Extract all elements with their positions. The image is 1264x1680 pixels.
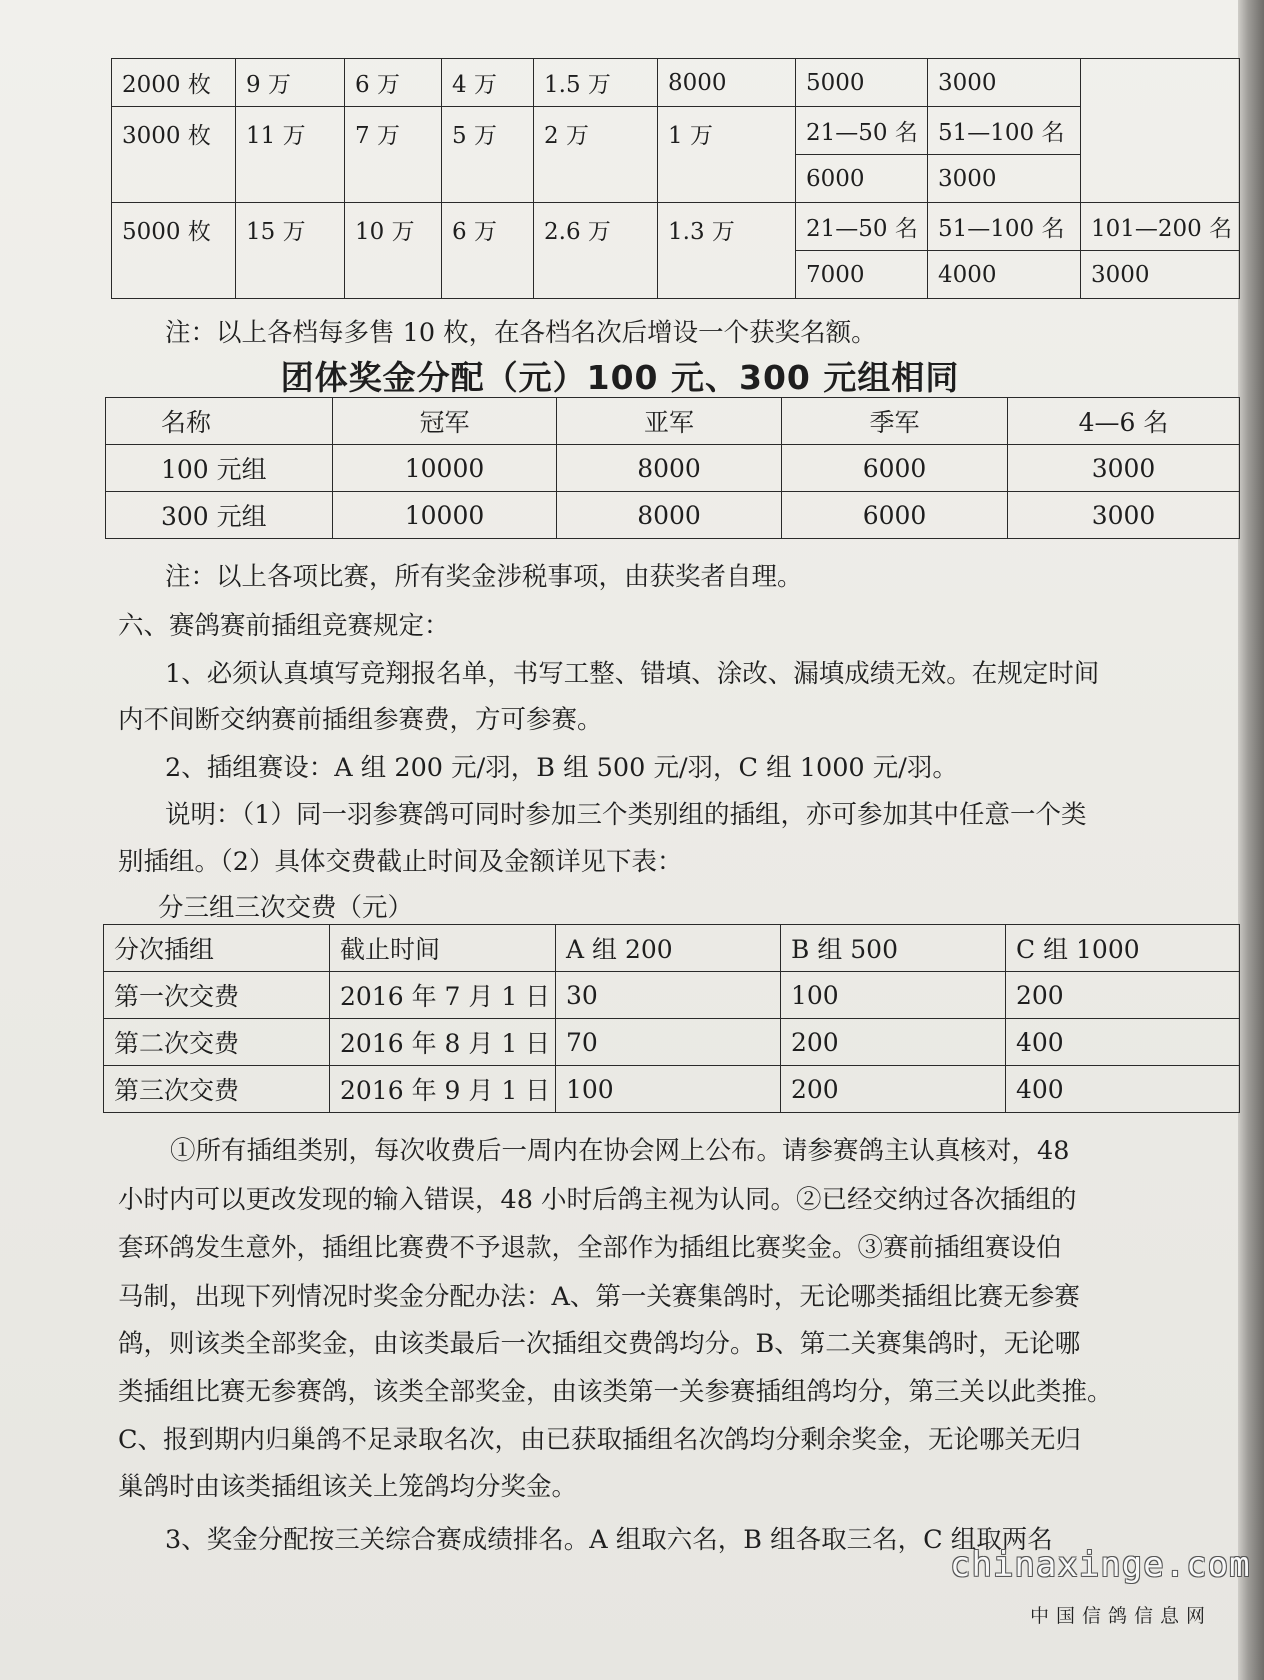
watermark-site: chinaxinge.com xyxy=(950,1545,1251,1585)
table-cell: 2000 枚 xyxy=(112,59,236,107)
table-cell: 5000 枚 xyxy=(112,203,236,299)
table-cell: 1.5 万 xyxy=(534,59,658,107)
table-cell: 第二次交费 xyxy=(104,1019,330,1066)
paragraph-line: ①所有插组类别，每次收费后一周内在协会网上公布。请参赛鸽主认真核对，48 xyxy=(170,1136,1070,1166)
table-cell: 101—200 名 xyxy=(1081,203,1240,251)
table-row xyxy=(104,972,1240,1019)
column-header: 季军 xyxy=(782,398,1008,445)
table-cell: 6000 xyxy=(796,155,928,203)
table-cell: 2016 年 7 月 1 日 xyxy=(330,972,556,1019)
column-header: 名称 xyxy=(106,398,333,445)
table-cell: 21—50 名 xyxy=(796,107,928,155)
table-cell: 5 万 xyxy=(442,107,534,203)
table-row xyxy=(112,107,1240,155)
table-cell: 200 xyxy=(1006,972,1240,1019)
table-cell: 100 元组 xyxy=(106,445,333,492)
prize-table xyxy=(111,58,1240,299)
paragraph-line: 巢鸽时由该类插组该关上笼鸽均分奖金。 xyxy=(118,1472,578,1502)
table-cell: 1 万 xyxy=(658,107,796,203)
table-cell: 15 万 xyxy=(236,203,345,299)
watermark-name: 中国信鸽信息网 xyxy=(1030,1605,1213,1627)
table-cell: 2016 年 9 月 1 日 xyxy=(330,1066,556,1113)
paragraph-line: 小时内可以更改发现的输入错误，48 小时后鸽主视为认同。②已经交纳过各次插组的 xyxy=(118,1185,1077,1215)
table-cell: 6 万 xyxy=(345,59,442,107)
table-cell: 第一次交费 xyxy=(104,972,330,1019)
paragraph-line: 别插组。（2）具体交费截止时间及金额详见下表： xyxy=(118,847,683,877)
table-row xyxy=(104,1066,1240,1113)
column-header: B 组 500 xyxy=(781,925,1006,972)
table-cell: 11 万 xyxy=(236,107,345,203)
table-cell: 7000 xyxy=(796,251,928,299)
paragraph-line: 类插组比赛无参赛鸽，该类全部奖金，由该类第一关参赛插组鸽均分，第三关以此类推。 xyxy=(118,1377,1113,1407)
table-cell: 400 xyxy=(1006,1066,1240,1113)
column-header: 亚军 xyxy=(557,398,782,445)
table-cell: 3000 xyxy=(1008,492,1240,539)
table-cell: 4 万 xyxy=(442,59,534,107)
table-header-row xyxy=(104,925,1240,972)
table-cell: 3000 xyxy=(928,59,1081,107)
table-header-row xyxy=(106,398,1240,445)
table-row xyxy=(112,203,1240,251)
column-header: C 组 1000 xyxy=(1006,925,1240,972)
column-header: 冠军 xyxy=(333,398,557,445)
table-cell: 10 万 xyxy=(345,203,442,299)
paragraph-line: 说明：（1）同一羽参赛鸽可同时参加三个类别组的插组，亦可参加其中任意一个类 xyxy=(165,800,1087,830)
paragraph-line: 2、插组赛设：A 组 200 元/羽，B 组 500 元/羽，C 组 1000 元/羽。 xyxy=(165,753,958,783)
paragraph-line: 内不间断交纳赛前插组参赛费，方可参赛。 xyxy=(118,705,603,735)
table-row xyxy=(112,59,1240,107)
table-cell: 10000 xyxy=(333,492,557,539)
table-cell: 3000 xyxy=(1008,445,1240,492)
table-cell: 6 万 xyxy=(442,203,534,299)
table-cell: 3000 xyxy=(928,155,1081,203)
table-cell: 第三次交费 xyxy=(104,1066,330,1113)
table-cell: 51—100 名 xyxy=(928,203,1081,251)
table-cell: 21—50 名 xyxy=(796,203,928,251)
fee-table xyxy=(103,924,1240,1113)
table-cell: 200 xyxy=(781,1066,1006,1113)
table-cell: 5000 xyxy=(796,59,928,107)
table-cell: 300 元组 xyxy=(106,492,333,539)
table-cell: 7 万 xyxy=(345,107,442,203)
table-cell: 8000 xyxy=(557,492,782,539)
table-cell: 2016 年 8 月 1 日 xyxy=(330,1019,556,1066)
table-cell: 2 万 xyxy=(534,107,658,203)
team-prize-title: 团体奖金分配（元）100 元、300 元组相同 xyxy=(280,358,960,397)
table-cell: 2.6 万 xyxy=(534,203,658,299)
paragraph-line: C、报到期内归巢鸽不足录取名次，由已获取插组名次鸽均分剩余奖金，无论哪关无归 xyxy=(118,1425,1082,1455)
table-row xyxy=(106,445,1240,492)
table-cell: 6000 xyxy=(782,445,1008,492)
column-header: 4—6 名 xyxy=(1008,398,1240,445)
table-cell: 3000 xyxy=(1081,251,1240,299)
table-cell: 30 xyxy=(556,972,781,1019)
table-cell: 6000 xyxy=(782,492,1008,539)
table-row xyxy=(104,1019,1240,1066)
team-prize-table xyxy=(105,397,1240,539)
table-cell: 70 xyxy=(556,1019,781,1066)
table-cell: 100 xyxy=(781,972,1006,1019)
table-cell: 3000 枚 xyxy=(112,107,236,203)
table-cell: 1.3 万 xyxy=(658,203,796,299)
table-cell: 100 xyxy=(556,1066,781,1113)
paragraph-line: 套环鸽发生意外，插组比赛费不予退款，全部作为插组比赛奖金。③赛前插组赛设伯 xyxy=(118,1233,1062,1263)
table-cell xyxy=(1081,59,1240,203)
note-extra-awards: 注：以上各档每多售 10 枚，在各档名次后增设一个获奖名额。 xyxy=(165,318,877,348)
table-cell: 400 xyxy=(1006,1019,1240,1066)
column-header: 分次插组 xyxy=(104,925,330,972)
table-cell: 9 万 xyxy=(236,59,345,107)
table-cell: 4000 xyxy=(928,251,1081,299)
table-cell: 10000 xyxy=(333,445,557,492)
paragraph-line: 鸽，则该类全部奖金，由该类最后一次插组交费鸽均分。B、第二关赛集鸽时，无论哪 xyxy=(118,1329,1081,1359)
table-cell: 51—100 名 xyxy=(928,107,1081,155)
paragraph-line: 3、奖金分配按三关综合赛成绩排名。A 组取六名，B 组各取三名，C 组取两名 xyxy=(165,1525,1053,1555)
table-cell: 8000 xyxy=(557,445,782,492)
note-tax: 注：以上各项比赛，所有奖金涉税事项，由获奖者自理。 xyxy=(165,562,803,592)
paragraph-line: 1、必须认真填写竞翔报名单，书写工整、错填、涂改、漏填成绩无效。在规定时间 xyxy=(165,659,1100,689)
column-header: 截止时间 xyxy=(330,925,556,972)
table-cell: 200 xyxy=(781,1019,1006,1066)
table-row xyxy=(106,492,1240,539)
page-edge-shadow xyxy=(1238,0,1264,1680)
column-header: A 组 200 xyxy=(556,925,781,972)
section-heading: 六、赛鸽赛前插组竞赛规定： xyxy=(118,611,450,641)
fee-table-caption: 分三组三次交费（元） xyxy=(158,893,414,923)
paragraph-line: 马制，出现下列情况时奖金分配办法：A、第一关赛集鸽时，无论哪类插组比赛无参赛 xyxy=(118,1282,1080,1312)
table-cell: 8000 xyxy=(658,59,796,107)
